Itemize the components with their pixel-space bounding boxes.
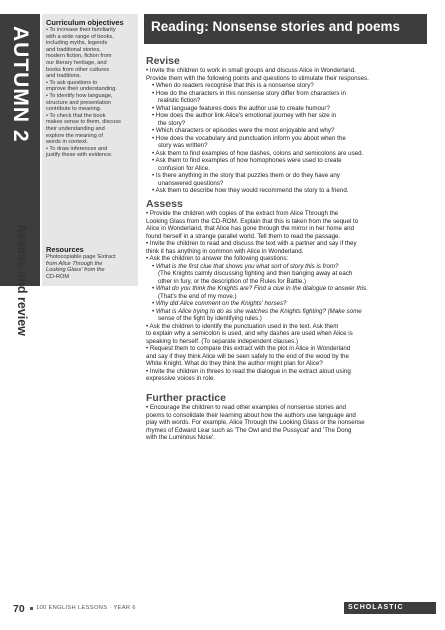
- further-line: play with words. For example, Alice Through the Looking Glass or the nonsense: [146, 419, 365, 426]
- revise-line: • How does the vocabulary and punctuation inform you about when the: [152, 134, 346, 142]
- assess-line: • Request them to compare this extract with the plot in Alice in Wonderland: [146, 345, 351, 352]
- objectives-line: explore the meaning of: [46, 132, 103, 139]
- revise-line: • How do the characters in this nonsense story differ from characters in: [152, 89, 346, 97]
- revise-line: • Is there anything in the story that puzzles them or do they have any: [152, 172, 340, 179]
- assess-line: White Knight. What do they think the author might plan for Alice?: [146, 360, 323, 367]
- objectives-line: improve their understanding.: [46, 86, 117, 93]
- assess-line: (That's the end of my move.): [158, 292, 237, 300]
- assess-line: found herself in a strange parallel world. Tell them to read the passage.: [146, 232, 341, 240]
- footer-bullet-icon: [30, 607, 33, 610]
- revise-line: realistic fiction?: [158, 97, 201, 104]
- assess-line: (The Knights calmly discussing fighting and then banging away at each: [158, 270, 353, 277]
- further-line: with the Luminous Nose'.: [146, 434, 215, 441]
- assess-line: • Ask the children to identify the punctuation used in the text. Ask them: [146, 322, 339, 330]
- page-title: Reading: Nonsense stories and poems: [151, 19, 401, 34]
- objectives-line: structure and presentation: [46, 99, 111, 106]
- revise-line: Provide them with the following points and questions to stimulate their responses.: [146, 74, 369, 82]
- assess-line: think it has anything in common with Alice in Wonderland.: [146, 247, 304, 255]
- sidebar: [42, 14, 138, 286]
- further-line: rhymes of Edward Lear such as 'The Owl and the Pussycat' and 'The Dong: [146, 426, 352, 434]
- resources-line: Looking Glass' from the: [46, 267, 105, 274]
- objectives-line: with a wide range of books,: [46, 33, 114, 40]
- revise-line: • Ask them to find examples of how dashes, colons and semicolons are used.: [152, 149, 364, 157]
- objectives-line: • To draw inferences and: [46, 145, 108, 152]
- resources: [46, 245, 136, 280]
- resources-line: CD-ROM: [46, 273, 69, 280]
- assess-line: • Invite the children in threes to read the dialogue in the extract aloud using: [146, 367, 351, 375]
- objectives-line: • To check that the book: [46, 112, 106, 119]
- objectives-line: books from other cultures: [46, 66, 110, 73]
- objectives-line: including myths, legends: [46, 40, 108, 47]
- objectives-line: and traditions.: [46, 73, 82, 80]
- assess-line: • Ask the children to answer the following questions:: [146, 255, 289, 262]
- objectives-line: our literary heritage, and: [46, 59, 107, 66]
- book-title: 100 ENGLISH LESSONS · YEAR 6: [36, 605, 136, 611]
- assess-line: • Invite the children to read and discuss the text with a partner and say if they: [146, 240, 357, 247]
- objectives-line: modern fiction, fiction from: [46, 53, 112, 60]
- objectives-line: words in context.: [46, 139, 88, 146]
- further-line: • Encourage the children to read other examples of nonsense stories and: [146, 404, 346, 411]
- objectives-line: justify these with evidence.: [46, 152, 113, 159]
- objectives-line: contribute to meaning.: [46, 106, 102, 113]
- objectives-line: and traditional stories,: [46, 46, 101, 53]
- revise-line: • Ask them to describe how they would recommend the story to a friend.: [152, 187, 349, 194]
- revise-section: [146, 55, 429, 195]
- objectives-line: • To increase their familiarity: [46, 27, 116, 33]
- assess-line: speaking to herself. (To separate independent clauses.): [146, 337, 299, 345]
- assess-line: other in fury, or the description of the Rules for Battle.): [158, 277, 307, 285]
- assess-section: [146, 198, 429, 383]
- assess-line: Alice in Wonderland, that Alice has gone through the mirror in her home and: [146, 225, 354, 232]
- objectives-line: makes sense to them, discuss: [46, 119, 121, 126]
- objectives-line: • To identify how language,: [46, 92, 113, 99]
- revise-line: • Invite the children to work in small groups and discuss Alice in Wonderland.: [146, 67, 356, 74]
- further-practice-heading: Further practice: [146, 392, 226, 404]
- objectives-line: their understanding and: [46, 125, 105, 132]
- revise-line: • Ask them to find examples of how homophones were used to create: [152, 157, 342, 164]
- curriculum-objectives: [46, 18, 136, 159]
- revise-line: story was written?: [158, 142, 208, 149]
- assess-line: • Why did Alice comment on the Knights' horses?: [152, 300, 287, 307]
- revise-line: • Which characters or episodes were the most enjoyable and why?: [152, 127, 335, 134]
- further-practice-section: [146, 392, 429, 442]
- assess-line: • What is the first clue that shows you what sort of story this is from?: [152, 262, 339, 270]
- revise-line: the story?: [158, 119, 186, 127]
- resources-line: from Alice Through the: [46, 260, 103, 267]
- title-bar: [144, 14, 427, 44]
- assess-line: • What do you think the Knights are? Find a clue in the dialogue to answer this.: [152, 285, 368, 292]
- page-number: 70: [13, 603, 25, 615]
- revise-line: • How does the author link Alice's emotional journey with her size in: [152, 112, 337, 119]
- further-line: poems to consolidate their learning about how the authors use language and: [146, 411, 356, 419]
- assess-line: expressive voices in role.: [146, 375, 216, 382]
- resources-line: Photocopiable page 'Extract: [46, 254, 116, 260]
- assess-line: and say if they think Alice will be seen safely to the end of the wood by the: [146, 352, 349, 360]
- publisher-name: SCHOLASTIC: [348, 604, 404, 611]
- revise-line: unanswered questions?: [158, 179, 224, 187]
- resources-heading: Resources: [46, 245, 84, 254]
- revise-line: • What language features does the author use to create humour?: [152, 104, 330, 112]
- term-label: AUTUMN 2: [9, 26, 32, 143]
- revise-heading: Revise: [146, 55, 180, 67]
- revise-line: confusion for Alice.: [158, 164, 210, 172]
- assess-line: to explain why a semicolon is used, and why dashes are used when Alice is: [146, 330, 353, 337]
- assess-line: sense of the fight by identifying rules.): [158, 315, 262, 322]
- section-label: Assess and review: [15, 224, 29, 336]
- revise-line: • When do readers recognise that this is a nonsense story?: [152, 82, 314, 89]
- assess-heading: Assess: [146, 198, 183, 210]
- publisher-logo: [344, 602, 436, 614]
- objectives-line: • To ask questions to: [46, 79, 98, 86]
- assess-line: • What is Alice trying to do as she watches the Knights fighting? (Make some: [152, 307, 362, 315]
- assess-line: • Provide the children with copies of the extract from Alice Through the: [146, 210, 339, 217]
- objectives-heading: Curriculum objectives: [46, 18, 124, 27]
- assess-line: Looking Glass from the CD-ROM. Explain that this is taken from the sequel to: [146, 217, 359, 225]
